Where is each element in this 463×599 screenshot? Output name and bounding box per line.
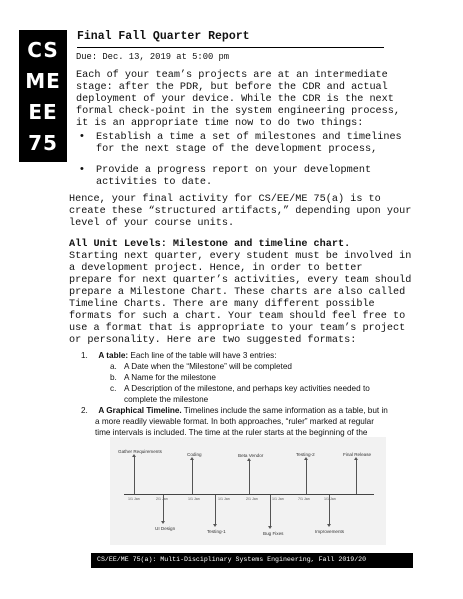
list-item-graphical xyxy=(81,405,388,416)
tick-label: 1/1 Jan xyxy=(272,497,284,501)
list-item-line: time intervals is included. The time at the ruler starts at the beginning of the xyxy=(95,428,368,437)
tick-label: 1/1 Jan xyxy=(128,497,140,501)
arrow-down-icon xyxy=(213,524,217,527)
section-line: a development project. Hence, in order to better xyxy=(69,263,363,274)
milestone-label: Bug Fixes xyxy=(263,531,284,536)
footer-bar xyxy=(91,553,413,568)
sub-label: a. xyxy=(110,362,117,371)
due-date: Due: Dec. 13, 2019 at 5:00 pm xyxy=(76,52,230,62)
list-number: 1. xyxy=(81,351,88,360)
course-sidebar-block xyxy=(19,30,67,162)
milestone-label: Beta Vendor xyxy=(238,453,264,458)
bullet-line: for the next stage of the development process, xyxy=(96,144,378,155)
milestone-connector xyxy=(270,495,271,527)
milestone-label: Testing-2 xyxy=(296,452,315,457)
bullet-line: Provide a progress report on your development xyxy=(96,165,372,176)
hence-line: Hence, your final activity for CS/EE/ME 75(a) is to xyxy=(69,194,381,205)
section-line: formats for such a chart. Your team should feel free to xyxy=(69,311,406,322)
list-number: 2. xyxy=(81,406,88,415)
milestone-connector xyxy=(249,460,250,494)
sidebar-text-me: ME xyxy=(25,69,61,93)
arrow-up-icon xyxy=(132,454,136,457)
sub-item xyxy=(110,361,292,372)
sub-text: A Date when the “Milestone” will be completed xyxy=(124,362,292,371)
tick-label: 1/1 Jan xyxy=(324,497,336,501)
arrow-up-icon xyxy=(304,457,308,460)
milestone-label: Improvements xyxy=(315,529,345,534)
list-item-table xyxy=(81,350,277,361)
sidebar-text-75: 75 xyxy=(28,131,58,155)
intro-line: deployment of your device. While the CDR is the next xyxy=(76,94,394,105)
sub-text: A Name for the milestone xyxy=(124,373,216,382)
section-line: or personality. Here are two suggested formats: xyxy=(69,335,357,346)
milestone-connector xyxy=(134,456,135,494)
arrow-down-icon xyxy=(268,526,272,529)
arrow-down-icon xyxy=(327,524,331,527)
arrow-down-icon xyxy=(161,521,165,524)
footer-text: CS/EE/ME 75(a): Multi-Disciplinary Systems Engineering, Fall 2019/20 xyxy=(97,556,367,563)
tick-label: 7/1 Jan xyxy=(298,497,310,501)
milestone-label: Testing-1 xyxy=(207,529,226,534)
milestone-label: UI Design xyxy=(155,526,176,531)
arrow-up-icon xyxy=(190,457,194,460)
milestone-connector xyxy=(356,459,357,494)
intro-line: Each of your team’s projects are at an intermediate xyxy=(76,70,388,81)
tick-label: 1/1 Jan xyxy=(218,497,230,501)
sub-item-continuation: complete the milestone xyxy=(124,395,209,404)
tick-label: 2/1 Jan xyxy=(246,497,258,501)
bullet-line: Establish a time a set of milestones and timelines xyxy=(96,132,402,143)
timeline-axis xyxy=(124,494,374,495)
sub-item xyxy=(110,372,216,383)
tick-label: 2/1 Jan xyxy=(156,497,168,501)
bullet-marker: • xyxy=(80,130,84,142)
sub-item xyxy=(110,383,370,394)
hence-line: create these “structured artifacts,” depending upon your xyxy=(69,206,412,217)
list-item-text: Timelines include the same information as a table, but in xyxy=(181,406,388,415)
list-item-text: Each line of the table will have 3 entries: xyxy=(128,351,277,360)
sub-text: A Description of the milestone, and perhaps key activities needed to xyxy=(124,384,370,393)
list-item-line: a more readily viewable format. In both approaches, “ruler” marked at regular xyxy=(95,417,374,426)
milestone-label: Final Release xyxy=(343,452,372,457)
section-line: use a format that is appropriate to your team’s project xyxy=(69,323,406,334)
milestone-connector xyxy=(163,495,164,522)
list-item-bold-label: A Graphical Timeline. xyxy=(98,406,182,415)
intro-line: it is an appropriate time now to do two things: xyxy=(76,118,364,129)
sub-label: b. xyxy=(110,373,117,382)
milestone-label: Gather Requirements xyxy=(118,449,162,454)
milestone-connector xyxy=(215,495,216,525)
bullet-line: activities to date. xyxy=(96,177,213,188)
section-line: Timeline Charts. There are many different possible xyxy=(69,299,375,310)
arrow-up-icon xyxy=(354,457,358,460)
tick-label: 1/1 Jan xyxy=(188,497,200,501)
sidebar-text-ee: EE xyxy=(28,100,58,124)
intro-line: stage: after the PDR, but before the CDR and actual xyxy=(76,82,388,93)
section-line: Starting next quarter, every student must be involved in xyxy=(69,251,412,262)
page-title: Final Fall Quarter Report xyxy=(77,30,250,43)
section-line: prepare for next quarter’s activities, every team should xyxy=(69,275,412,286)
milestone-connector xyxy=(306,459,307,494)
milestone-connector xyxy=(329,495,330,525)
section-heading: All Unit Levels: Milestone and timeline chart. xyxy=(69,239,351,250)
bullet-marker: • xyxy=(80,163,84,175)
timeline-diagram xyxy=(110,437,386,545)
section-line: prepare a Milestone Chart. These charts are also called xyxy=(69,287,406,298)
milestone-label: Coding xyxy=(187,452,202,457)
milestone-connector xyxy=(192,459,193,494)
arrow-up-icon xyxy=(247,458,251,461)
sub-label: c. xyxy=(110,384,117,393)
title-rule xyxy=(77,47,384,48)
sidebar-text-cs: CS xyxy=(27,38,59,62)
intro-line: formal check-point in the system engineering process, xyxy=(76,106,401,117)
hence-line: level of your course units. xyxy=(69,218,235,229)
list-item-bold-label: A table: xyxy=(98,351,129,360)
